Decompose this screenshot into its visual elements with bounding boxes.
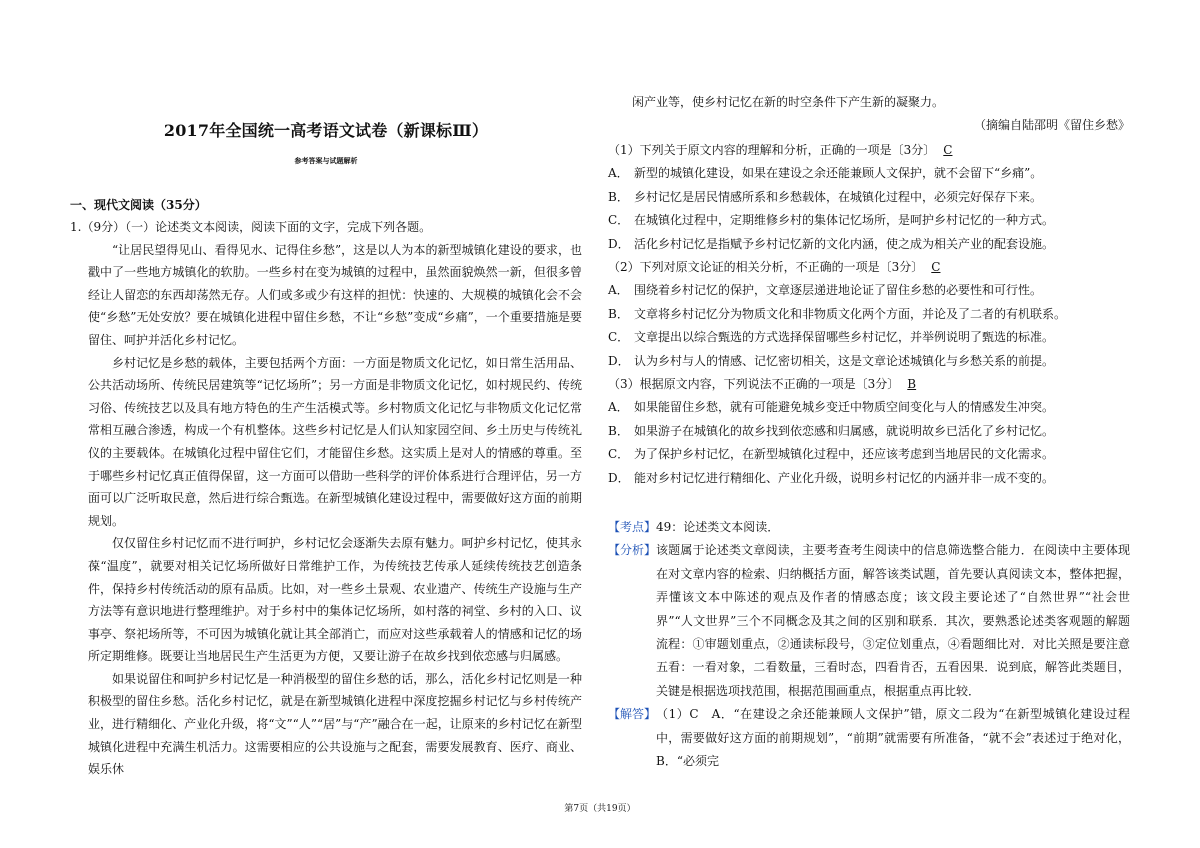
option-b: B． 如果游子在城镇化的故乡找到依恋感和归属感，就说明故乡已活化了乡村记忆。 (608, 423, 1055, 438)
option-d: D． 能对乡村记忆进行精细化、产业化升级，说明乡村记忆的内涵并非一成不变的。 (608, 470, 1055, 485)
questions (608, 139, 1130, 490)
option-a: A． 如果能留住乡愁，就有可能避免城乡变迁中物质空间变化与人的情感发生冲突。 (608, 400, 1055, 415)
option-b: B． 乡村记忆是居民情感所系和乡愁载体，在城镇化过程中，必须完好保存下来。 (608, 189, 1043, 204)
passage-continued (608, 91, 1130, 138)
passage-paragraph: “让居民望得见山、看得见水、记得住乡愁”，这是以人为本的新型城镇化建设的要求，也戳中了一些地方城镇化的软肋。一些乡村在变为城镇的过程中，虽然面貌焕然一新，但很多曾经让人留恋的东西却荡然无存。人们或多或少有这样的担忧：快速的、大规模的城镇化会不会使“乡愁”无处安放？要在城镇化进程中留住乡愁，不让“乡愁”变成“乡痛”，一个重要措施是要留住、呵护并活化乡村记忆。 (88, 242, 582, 347)
jieda: 【解答】 （1）C A．“在建设之余还能兼顾人文保护”错，原文二段为“在新型城镇化建设过程中，需要做好这方面的前期规划”，“前期”就需要有所准备，“就不会”表述过于绝对化，B．“必须完 (608, 703, 1130, 773)
option-d: D． 活化乡村记忆是指赋予乡村记忆新的文化内涵，使之成为相关产业的配套设施。 (608, 236, 1055, 251)
option-b: B． 文章将乡村记忆分为物质文化和非物质文化两个方面，并论及了二者的有机联系。 (608, 306, 1067, 321)
question-1 (608, 139, 1130, 256)
option-a: A． 围绕着乡村记忆的保护，文章逐层递进地论证了留住乡愁的必要性和可行性。 (608, 283, 1043, 298)
source-citation: （摘编自陆邵明《留住乡愁》 (973, 118, 1130, 133)
question-stem: （1）下列关于原文内容的理解和分析，正确的一项是〔3分〕 C (608, 139, 1130, 162)
fenxi-tag: 【分析】 (608, 543, 657, 558)
jieda-tag: 【解答】 (608, 707, 657, 722)
answer-blank: C (931, 260, 941, 275)
answer-blank: B (907, 377, 917, 392)
option-c: C． 文章提出以综合甄选的方式选择保留哪些乡村记忆，并举例说明了甄选的标准。 (608, 330, 1055, 345)
option-c: C． 为了保护乡村记忆，在新型城镇化过程中，还应该考虑到当地居民的文化需求。 (608, 447, 1055, 462)
page-subtitle: 参考答案与试题解析 (294, 156, 358, 165)
passage-paragraph: 仅仅留住乡村记忆而不进行呵护，乡村记忆会逐渐失去原有魅力。呵护乡村记忆，使其永葆“温度”，就要对相关记忆场所做好日常维护工作，为传统技艺传承人延续传统技艺创造条件，保持乡村传统活动的原有品质。比如，对一些乡土景观、农业遗产、传统生产设施与生产方法等有意识地进行整理维护。对于乡村中的集体记忆场所，如村落的祠堂、乡村的入口、议事亭、祭祀场所等，不可因为城镇化就让其全部消亡，而应对这些承载着人的情感和记忆的场所定期维修。既要让当地居民生产生活更为方便，又要让游子在故乡找到依恋感与归属感。 (88, 536, 582, 664)
option-a: A． 新型的城镇化建设，如果在建设之余还能兼顾人文保护，就不会留下“乡痛”。 (608, 166, 1043, 181)
option-d: D． 认为乡村与人的情感、记忆密切相关，这是文章论述城镇化与乡愁关系的前提。 (608, 353, 1055, 368)
kaodian-tag: 【考点】 (608, 520, 657, 534)
page-footer: 第7页（共19页） (564, 804, 636, 814)
analysis (608, 516, 1130, 773)
passage-paragraph: 乡村记忆是乡愁的载体，主要包括两个方面：一方面是物质文化记忆，如日常生活用品、公共活动场所、传统民居建筑等“记忆场所”；另一方面是非物质文化记忆，如村规民约、传统习俗、传统技艺以及具有地方特色的生产生活模式等。乡村物质文化记忆与非物质文化记忆常常相互融合渗透，构成一个有机整体。这些乡村记忆是人们认知家园空间、乡土历史与传统礼仪的主要载体。在城镇化过程中留住它们，才能留住乡愁。这实质上是对人的情感的尊重。至于哪些乡村记忆真正值得保留，这一方面可以借助一些科学的评价体系进行合理评估，另一方面可以广泛听取民意，然后进行综合甄选。在新型城镇化建设过程中，需要做好这方面的前期规划。 (88, 355, 582, 528)
section-heading: 一、现代文阅读（35分） (70, 198, 207, 212)
question-2 (608, 256, 1130, 373)
page-title: 2017年全国统一高考语文试卷（新课标Ⅲ） (163, 121, 489, 140)
question-intro: 1.（9分）（一）论述类文本阅读，阅读下面的文字，完成下列各题。 (70, 220, 432, 234)
kaodian: 【考点】49：论述类文本阅读． (608, 520, 780, 534)
question-stem: （2）下列对原文论证的相关分析，不正确的一项是〔3分〕 C (608, 256, 1130, 279)
fenxi: 【分析】 该题属于论述类文章阅读，主要考查考生阅读中的信息筛选整合能力．在阅读中主要体现在对文章内容的检索、归纳概括方面，解答该类试题，首先要认真阅读文本，整体把握，弄懂该文本中陈述的观点及作者的情感态度；该文段主要论述了“自然世界”“社会世界”“人文世界”三个不同概念及其之间的区别和联系．其次，要熟悉论述类客观题的解题流程：①审题划重点，②通读标段号，③定位划重点，④看题细比对．对比关照是要注意五看：一看对象，二看数量，三看时态，四看肯否，五看因果．说到底，解答此类题目，关键是根据选项找范围，根据范围画重点，根据重点再比较． (608, 539, 1130, 703)
passage-paragraph: 如果说留住和呵护乡村记忆是一种消极型的留住乡愁的话，那么，活化乡村记忆则是一种积极型的留住乡愁。活化乡村记忆，就是在新型城镇化进程中深度挖掘乡村记忆与乡村传统产业，进行精细化、产业化升级，将“文”“人”“居”与“产”融合在一起，让原来的乡村记忆在新型城镇化进程中充满生机活力。这需要相应的公共设施与之配套，需要发展教育、医疗、商业、娱乐休 (88, 671, 582, 777)
passage-end: 闲产业等，使乡村记忆在新的时空条件下产生新的凝聚力。 (632, 95, 945, 109)
question-stem: （3）根据原文内容，下列说法不正确的一项是〔3分〕 B (608, 373, 1130, 396)
option-c: C． 在城镇化过程中，定期维修乡村的集体记忆场所，是呵护乡村记忆的一种方式。 (608, 213, 1055, 228)
answer-blank: C (943, 143, 953, 157)
question-3 (608, 373, 1130, 490)
passage (70, 216, 582, 781)
